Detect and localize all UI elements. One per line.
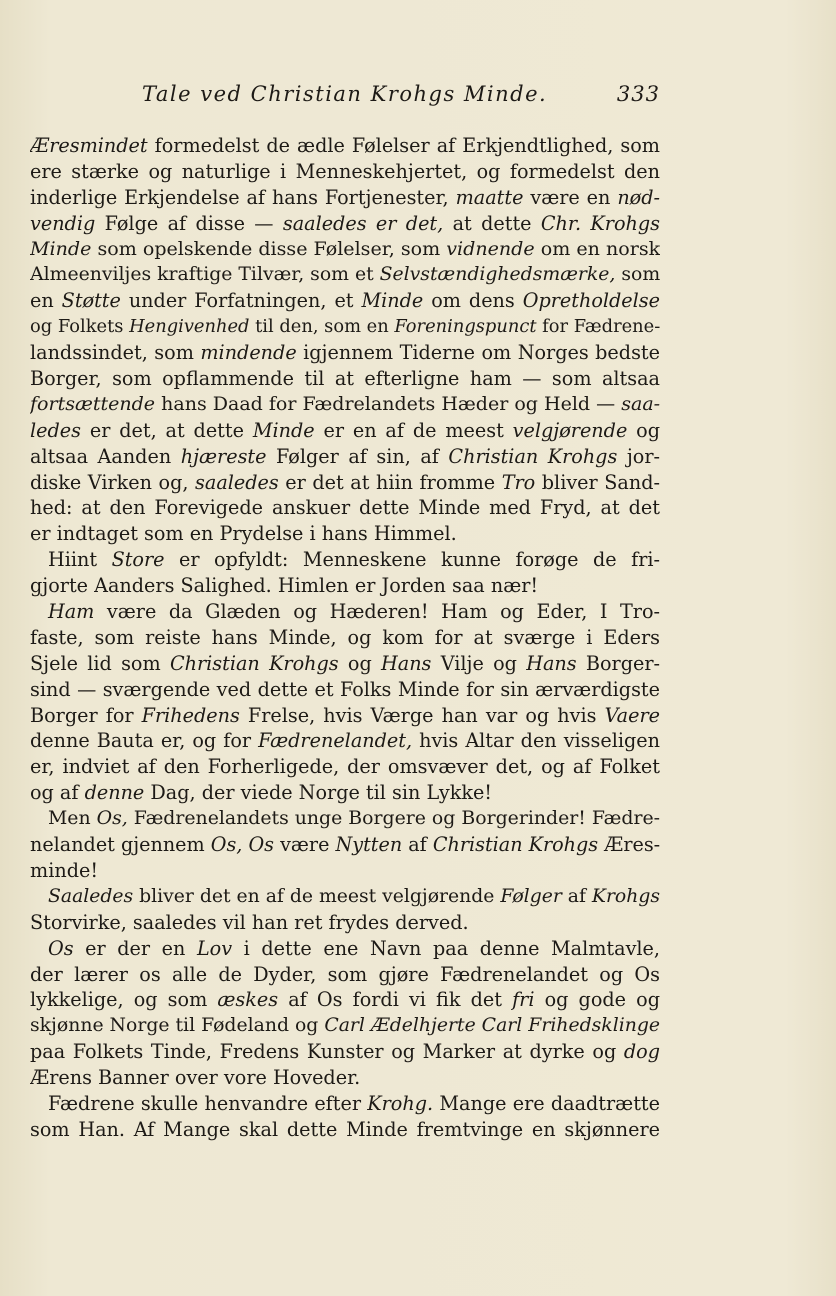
text-run: som opelskende disse Følelser, som <box>91 237 447 260</box>
text-line <box>30 962 660 988</box>
text-line <box>30 185 660 211</box>
italic-text: nød- <box>617 185 660 209</box>
text-line <box>30 444 660 470</box>
italic-text: Carl Ædelhjerte Carl Frihedsklinge <box>324 1015 660 1037</box>
italic-text: vidnende <box>446 237 535 260</box>
text-run: Sjele lid som <box>30 651 170 675</box>
text-run: sind — sværgende ved dette et Folks Minde for sin ærværdigste <box>30 677 660 701</box>
text-line <box>30 159 660 185</box>
text-run: Fædrenelandets unge Borgere og Borgerinder! Fædre- <box>127 807 660 830</box>
text-run: er, indviet af den Forherligede, der omsvæver det, og af Folket <box>30 755 660 779</box>
text-run: Æres- <box>598 833 660 857</box>
text-run: Ærens Banner over vore Hoveder. <box>30 1066 361 1090</box>
text-run: nelandet gjennem <box>30 833 211 857</box>
italic-text: Æresmindet <box>30 134 148 157</box>
italic-text: dog <box>623 1040 660 1064</box>
italic-text: hjæreste <box>180 444 267 468</box>
text-line <box>30 625 660 651</box>
page-header <box>30 82 660 114</box>
text-line <box>30 910 660 936</box>
text-run: Storvirke, saaledes vil han ret frydes derved. <box>30 910 469 934</box>
text-run: som Han. Af Mange skal dette Minde fremtvinge en skjønnere <box>30 1117 660 1141</box>
text-line <box>30 314 660 340</box>
italic-text: Hans <box>526 651 577 675</box>
text-run: Hiint <box>48 548 112 572</box>
text-line <box>30 418 660 444</box>
text-run: gjorte Aanders Salighed. Himlen er Jorden saa nær! <box>30 574 539 598</box>
text-run: minde! <box>30 858 99 882</box>
italic-text: Foreningspunct <box>394 316 537 338</box>
italic-text: Tro <box>501 470 536 494</box>
italic-text: denne <box>84 781 145 805</box>
text-line <box>30 599 660 625</box>
italic-text: saa- <box>621 392 660 415</box>
italic-text: Saaledes <box>48 885 134 907</box>
italic-text: Christian Krohgs <box>432 833 599 857</box>
text-run: under Forfatningen, et <box>120 289 362 313</box>
text-run: altsaa Aanden <box>30 444 181 468</box>
text-run: Vilje og <box>431 651 527 675</box>
text-line <box>30 1039 660 1065</box>
italic-text: Os <box>48 936 74 960</box>
text-line <box>30 780 660 806</box>
text-run: bliver Sand- <box>535 470 660 494</box>
text-line <box>30 288 660 314</box>
text-run: om dens <box>423 289 523 313</box>
italic-text: Krohg. <box>367 1091 434 1115</box>
text-run: Borger, som opflammende til at efterligne ham — som altsaa <box>30 367 660 391</box>
text-run: formedelst de ædle Følelser af Erkjendtlighed, som <box>147 134 660 157</box>
text-run: for Fædrene- <box>536 316 660 338</box>
text-line <box>30 651 660 677</box>
text-run: af Os fordi vi fik det <box>278 988 513 1012</box>
text-line <box>30 832 660 858</box>
italic-text: Nytten <box>335 833 403 857</box>
text-line <box>30 936 660 962</box>
italic-text: Lov <box>196 936 233 960</box>
italic-text: Chr. Krohgs <box>540 211 660 235</box>
text-line <box>30 987 660 1013</box>
italic-text: saaledes er det, <box>282 211 444 235</box>
page-number: 333 <box>616 82 660 106</box>
italic-text: vendig <box>30 211 96 235</box>
text-line <box>30 470 660 496</box>
text-run: Borger- <box>576 651 660 675</box>
text-run: og af <box>30 781 85 805</box>
text-run: Følge af disse — <box>95 211 283 235</box>
text-line <box>30 1013 660 1039</box>
text-run: faste, som reiste hans Minde, og kom for at sværge i Eders <box>30 625 660 649</box>
italic-text: æskes <box>217 988 279 1012</box>
text-line <box>30 884 660 910</box>
text-run: skjønne Norge til Fødeland og <box>30 1015 325 1037</box>
italic-text: Minde <box>30 237 92 260</box>
text-line <box>30 806 660 832</box>
italic-text: Støtte <box>61 289 121 313</box>
text-line <box>30 495 660 521</box>
italic-text: Vaere <box>604 703 660 727</box>
italic-text: fri <box>512 988 535 1012</box>
text-run: Dag, der viede Norge til sin Lykke! <box>144 781 493 805</box>
text-run: og <box>338 651 382 675</box>
text-run: hed: at den Forevigede anskuer dette Minde med Fryd, at det <box>30 496 660 520</box>
text-run: lykkelige, og som <box>30 988 218 1012</box>
text-run: at dette <box>443 211 541 235</box>
italic-text: Store <box>111 548 165 572</box>
italic-text: Fædrenelandet, <box>258 729 413 753</box>
text-run: er indtaget som en Prydelse i hans Himmel. <box>30 522 457 546</box>
text-line <box>30 262 660 288</box>
text-run: bliver det en af de meest velgjørende <box>133 885 501 907</box>
text-run: Frelse, hvis Værge han var og hvis <box>239 703 605 727</box>
text-run: ere stærke og naturlige i Menneskehjertet, og formedelst den <box>30 159 660 183</box>
italic-text: Ham <box>48 600 95 624</box>
italic-text: Hengivenhed <box>129 316 250 338</box>
text-run: og gode og <box>534 988 660 1012</box>
text-run: Borger for <box>30 703 142 727</box>
italic-text: Frihedens <box>141 703 240 727</box>
text-run: paa Folkets Tinde, Fredens Kunster og Marker at dyrke og <box>30 1040 624 1064</box>
text-run: af <box>561 885 592 907</box>
italic-text: velgjørende <box>512 418 628 442</box>
italic-text: saaledes <box>195 470 279 494</box>
italic-text: Hans <box>381 651 432 675</box>
text-run: igjennem Tiderne om Norges bedste <box>296 341 660 365</box>
text-line <box>30 392 660 418</box>
body-text <box>30 133 660 1143</box>
text-line <box>30 703 660 729</box>
text-run: jor- <box>617 444 660 468</box>
text-run: landssindet, som <box>30 341 201 365</box>
text-run: og <box>627 418 660 442</box>
text-run: til den, som en <box>249 316 395 338</box>
text-run: som <box>615 264 660 286</box>
running-title: Tale ved Christian Krohgs Minde. <box>142 82 548 106</box>
italic-text: Følger <box>500 885 562 907</box>
italic-text: maatte <box>455 185 524 209</box>
italic-text: Minde <box>361 289 424 313</box>
text-line <box>30 237 660 263</box>
text-run: er der en <box>73 936 197 960</box>
text-line <box>30 858 660 884</box>
text-run: der lærer os alle de Dyder, som gjøre Fædrenelandet og Os <box>30 962 660 986</box>
text-run: Men <box>48 807 97 830</box>
text-line <box>30 547 660 573</box>
text-run: denne Bauta er, og for <box>30 729 259 753</box>
text-run: er en af de meest <box>314 418 513 442</box>
text-run: om en norsk <box>534 237 660 260</box>
text-run: i dette ene Navn paa denne Malmtavle, <box>232 936 660 960</box>
text-line <box>30 728 660 754</box>
text-run: af <box>402 833 433 857</box>
text-line <box>30 1065 660 1091</box>
italic-text: mindende <box>200 341 297 365</box>
text-line <box>30 521 660 547</box>
italic-text: Krohgs <box>591 885 660 907</box>
text-line <box>30 211 660 237</box>
text-run: er opfyldt: Menneskene kunne forøge de fri- <box>164 548 660 572</box>
text-run: Almeenviljes kraftige Tilvær, som et <box>30 264 380 286</box>
text-run: er det, at dette <box>80 418 253 442</box>
text-line <box>30 573 660 599</box>
text-run: en <box>30 289 62 313</box>
text-run: Følger af sin, af <box>266 444 449 468</box>
text-run: er det at hiin fromme <box>278 470 502 494</box>
italic-text: Os, <box>96 807 128 830</box>
text-line <box>30 677 660 703</box>
text-run: diske Virken og, <box>30 470 196 494</box>
italic-text: Minde <box>252 418 315 442</box>
italic-text: fortsættende <box>30 392 156 415</box>
text-run: være en <box>523 185 618 209</box>
italic-text: Opretholdelse <box>522 289 660 313</box>
text-line <box>30 1091 660 1117</box>
italic-text: Christian Krohgs <box>448 444 618 468</box>
text-line <box>30 754 660 780</box>
text-line <box>30 1117 660 1143</box>
text-line <box>30 366 660 392</box>
italic-text: ledes <box>30 418 81 442</box>
text-run: være <box>274 833 336 857</box>
text-run: inderlige Erkjendelse af hans Fortjenester, <box>30 185 456 209</box>
text-run: Fædrene skulle henvandre efter <box>48 1091 368 1115</box>
text-line <box>30 340 660 366</box>
text-run: hans Daad for Fædrelandets Hæder og Held — <box>155 392 622 415</box>
text-line <box>30 133 660 159</box>
text-run: og Folkets <box>30 316 130 338</box>
italic-text: Os, Os <box>210 833 274 857</box>
text-run: Mange ere daadtrætte <box>433 1091 660 1115</box>
italic-text: Christian Krohgs <box>169 651 339 675</box>
text-run: hvis Altar den visseligen <box>412 729 660 753</box>
italic-text: Selvstændighedsmærke, <box>379 264 616 286</box>
text-run: være da Glæden og Hæderen! Ham og Eder, I Tro- <box>94 600 660 624</box>
